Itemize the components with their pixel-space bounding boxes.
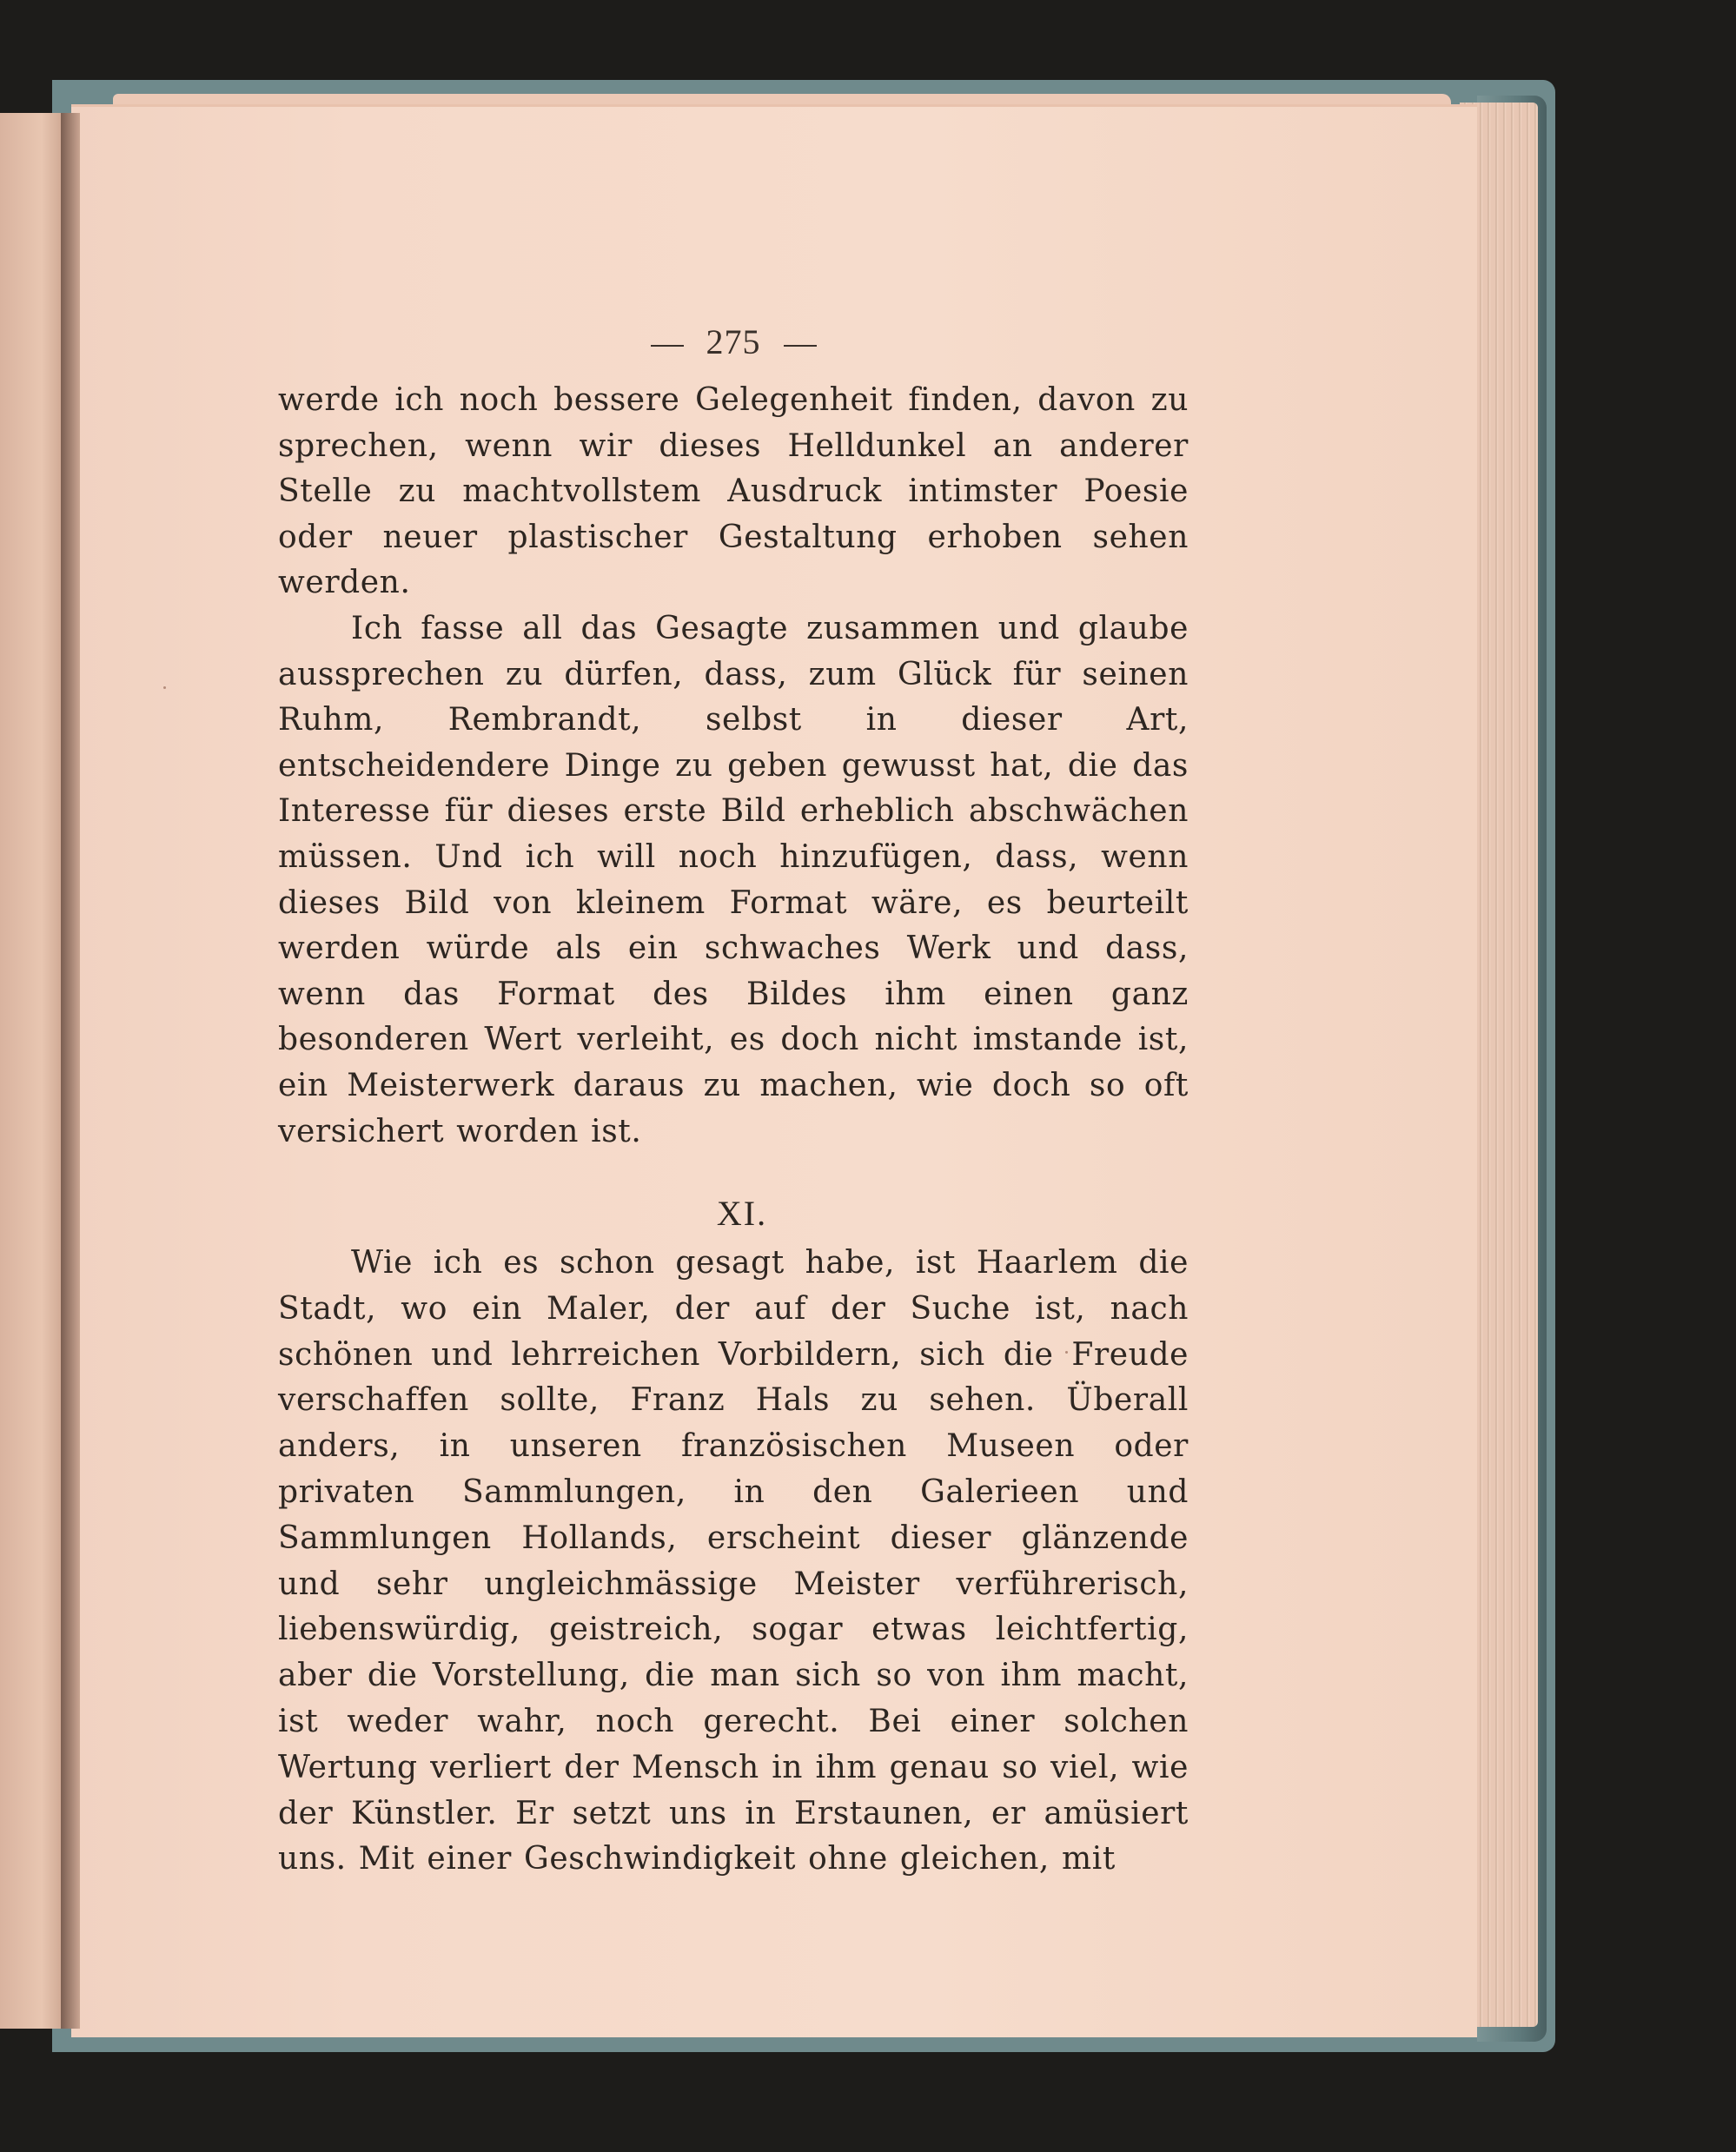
page-gutter [61,113,80,2029]
paragraph: Ich fasse all das Gesagte zusammen und glaube aussprechen zu dürfen, dass, zum Glück für seinen Ruhm, Rembrandt, selbst in dieser Art, entscheidendere Dinge zu geben gewusst hat, die das Interesse für dieses erste Bild erheblich abschwächen müssen. Und ich will noch hinzufügen, dass, wenn dieses Bild von kleinem Format wäre, es beurteilt werden würde als ein schwaches Werk und dass, wenn das Format des Bildes ihm einen ganz besonderen Wert verleiht, es doch nicht imstande ist, ein Meisterwerk daraus zu machen, wie doch so oft versichert worden ist. [278,610,1189,1149]
dash-left [651,345,684,347]
paragraph-continuation: werde ich noch bessere Gelegenheit finden, davon zu sprechen, wenn wir dieses Helldunkel an anderer Stelle zu machtvollstem Ausdruck intimster Poesie oder neuer plastischer Gestaltung erhoben sehen werden. [278,382,1189,601]
page-number-line [278,321,1189,362]
paragraph: Wie ich es schon gesagt habe, ist Haarlem die Stadt, wo ein Maler, der auf der Suche ist, nach schönen und lehrreichen Vorbildern, sich die Freude verschaffen sollte, Franz Hals zu sehen. Überall anders, in unseren französischen Museen oder privaten Sammlungen, in den Galerieen und Sammlungen Hollands, erscheint dieser glänzende und sehr ungleichmässige Meister verführerisch, liebenswürdig, geistreich, sogar etwas leichtfertig, aber die Vorstellung, die man sich so von ihm macht, ist weder wahr, noch gerecht. Bei einer solchen Wertung verliert der Mensch in ihm genau so viel, wie der Künstler. Er setzt uns in Erstaunen, er amüsiert uns. Mit einer Geschwindigkeit ohne gleichen, mit [278,1245,1189,1877]
paper-speck [163,686,166,689]
dash-right [784,345,817,347]
section-heading: XI. [716,1194,768,1234]
left-page-edge [0,113,70,2029]
page-number: 275 [706,322,761,361]
page-text-block [278,321,1189,1883]
